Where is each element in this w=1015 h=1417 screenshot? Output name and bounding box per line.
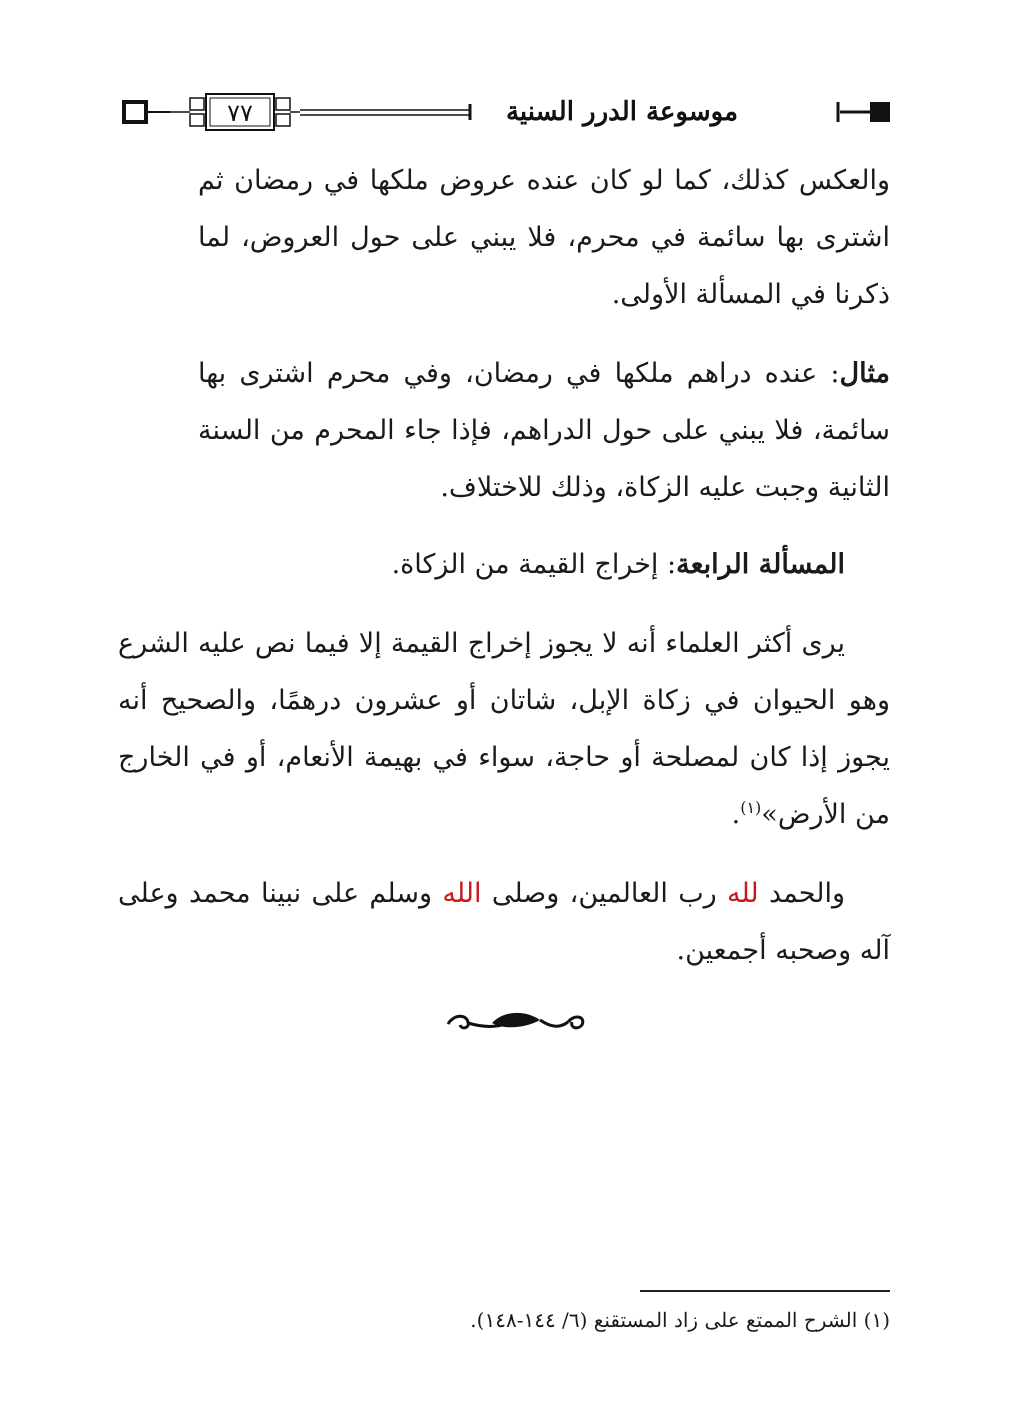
paragraph-reverse-case: والعكس كذلك، كما لو كان عنده عروض ملكها في رمضان ثم اشترى بها سائمة في محرم، فلا يبني على حول العروض، لما ذكرنا في المسألة الأولى. — [198, 165, 890, 310]
example-text: : عنده دراهم ملكها في رمضان، وفي محرم اشترى بها سائمة، فلا يبني على حول الدراهم، فإذا جاء المحرم من السنة الثانية وجبت عليه الزكاة، وذلك للاختلاف. — [198, 358, 890, 503]
paragraph-scholars-view — [118, 615, 890, 843]
paragraph-closing-praise — [118, 865, 890, 979]
issue-four-label: المسألة الرابعة — [676, 549, 845, 580]
example-label: مثال — [839, 358, 890, 389]
closing-text-part-3: وسلم على نبينا محمد وعلى آله وصحبه أجمعين. — [118, 878, 890, 966]
paragraph-issue-four — [118, 536, 890, 593]
header-right-square-icon — [870, 102, 890, 122]
page-content — [118, 152, 890, 979]
issue-four-text: : إخراج القيمة من الزكاة. — [391, 549, 677, 580]
scholars-view-end: . — [731, 799, 741, 830]
paragraph-example — [118, 345, 890, 516]
footnote-separator — [640, 1290, 890, 1292]
divine-name-2: الله — [442, 878, 482, 909]
footnote-marker[interactable]: (١) — [740, 798, 762, 817]
footnote: (١) الشرح الممتع على زاد المستقنع (٦/ ١٤٤-١٤٨). — [470, 1308, 890, 1332]
book-title: موسوعة الدرر السنية — [505, 97, 738, 127]
scholars-view-text: يرى أكثر العلماء أنه لا يجوز إخراج القيمة إلا فيما نص عليه الشرع وهو الحيوان في زكاة الإبل، شاتان أو عشرون درهمًا، والصحيح أنه يجوز إذا كان لمصلحة أو حاجة، سواء في بهيمة الأنعام، أو في الخارج من الأرض» — [118, 628, 890, 830]
closing-text-part-2: رب العالمين، وصلى — [481, 878, 728, 909]
header-left-square-icon — [124, 102, 146, 122]
floral-divider-icon — [440, 998, 590, 1044]
divine-name-1: لله — [727, 878, 759, 909]
closing-text-part-1: والحمد — [758, 878, 845, 909]
page-number: ٧٧ — [227, 99, 253, 127]
